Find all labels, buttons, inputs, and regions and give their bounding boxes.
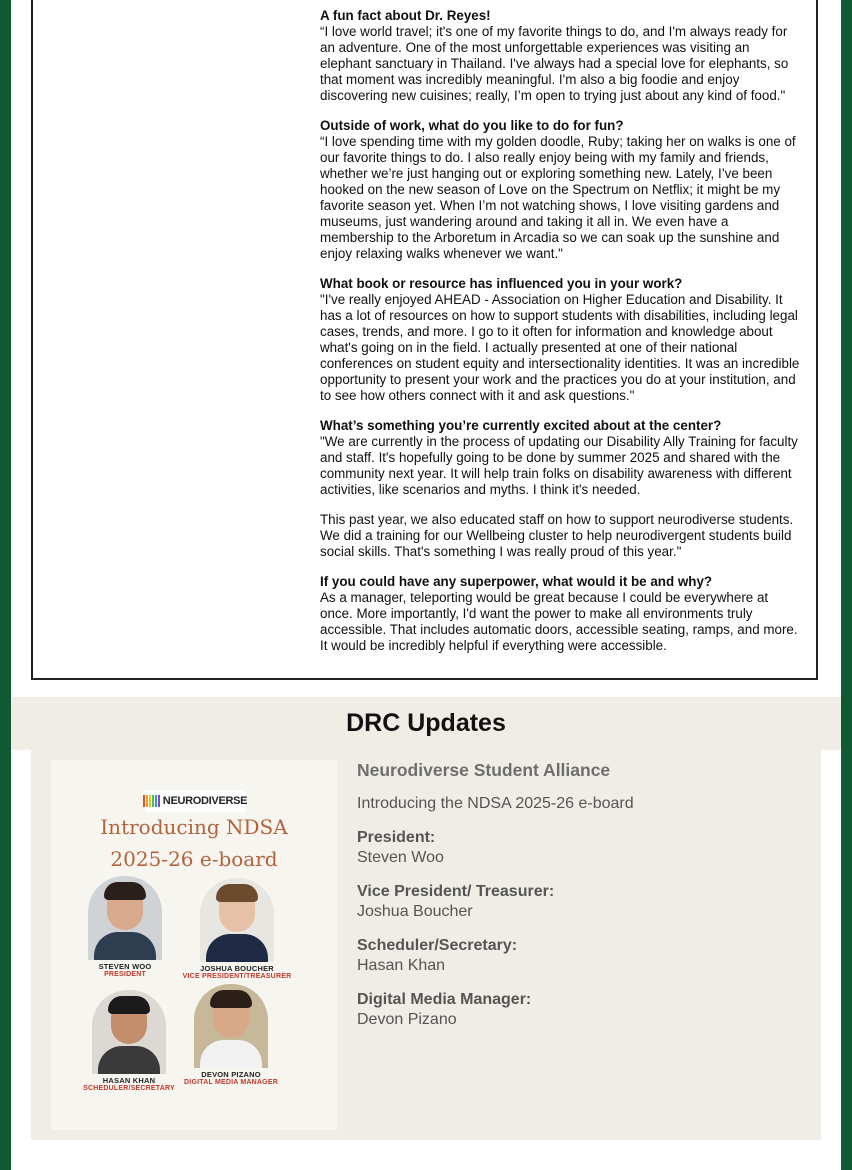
eboard-role: [357, 828, 797, 868]
eboard-role: [357, 936, 797, 976]
role-label: Digital Media Manager:: [357, 991, 532, 1008]
person-name: JOSHUA BOUCHER: [200, 964, 274, 973]
neurodiverse-logo: [145, 790, 248, 812]
flyer-subheadline: 2025-26 e-board: [110, 847, 278, 871]
person-photo: [194, 984, 268, 1068]
qa-answer: "We are currently in the process of updating our Disability Ally Training for faculty and staff. It's hopefully going to be done by summer 2025 and shared with the community next year. It will help train folks on disability awareness with different activities, like scenarios and myths. I think it's needed.: [320, 434, 798, 497]
qa-block: [320, 118, 802, 262]
qa-question: Outside of work, what do you like to do for fun?: [320, 118, 624, 133]
qa-question: If you could have any superpower, what would it be and why?: [320, 574, 713, 589]
qa-block: [320, 418, 802, 498]
logo-text: NEURODIVERSE: [162, 795, 248, 807]
person-name: DEVON PIZANO: [201, 1070, 261, 1079]
qa-answer: As a manager, teleporting would be great because I could be everywhere at once. More importantly, I'd want the power to make all environments truly accessible. That includes automatic doors, accessible seating, ramps, and more. It would be incredibly helpful if everything were accessible.: [320, 590, 798, 653]
update-intro: Introducing the NDSA 2025-26 e-board: [357, 795, 634, 812]
person-photo: [200, 878, 274, 962]
newsletter-page: [11, 0, 841, 1170]
update-card: [31, 750, 821, 1140]
role-label: Vice President/ Treasurer:: [357, 883, 555, 900]
qa-answer: “I love world travel; it's one of my favorite things to do, and I'm always ready for an adventure. One of the most unforgettable experiences was visiting an elephant sanctuary in Thailand. I've always had a special love for elephants, so that moment was incredibly meaningful. I'm also a big foodie and enjoy discovering new cuisines; really, I’m open to trying just about any kind of food.": [320, 24, 789, 103]
person-role: SCHEDULER/SECRETARY: [83, 1085, 175, 1092]
section-title: DRC Updates: [346, 709, 506, 737]
update-heading: Neurodiverse Student Alliance: [357, 760, 611, 780]
flyer-person: [171, 984, 291, 1086]
qa-answer: “I love spending time with my golden doodle, Ruby; taking her on walks is one of our favorite things to do. I also really enjoy being with my family and friends, whether we’re just hanging out or exploring something new. Lately, I’ve been hooked on the new season of Love on the Spectrum on Netflix; it might be my favorite season yet. When I’m not watching shows, I love visiting gardens and museums, just wandering around and taking it all in. We even have a membership to the Arboretum in Arcadia so we can soak up the sunshine and enjoy relaxing walks whenever we want.": [320, 134, 796, 261]
role-name: Joshua Boucher: [357, 903, 473, 920]
flyer-headline: Introducing NDSA: [100, 815, 288, 839]
person-role: PRESIDENT: [104, 971, 146, 978]
qa-question: A fun fact about Dr. Reyes!: [320, 8, 491, 23]
role-label: Scheduler/Secretary:: [357, 937, 518, 954]
qa-block: [320, 276, 802, 404]
flyer-person: [177, 878, 297, 980]
qa-extra-paragraph: This past year, we also educated staff on how to support neurodiverse students. We did a training for our Wellbeing cluster to help neurodivergent students build social skills. That's something I was really proud of this year.": [320, 512, 794, 559]
interview-column: [320, 8, 802, 668]
person-name: STEVEN WOO: [98, 962, 152, 971]
person-role: DIGITAL MEDIA MANAGER: [184, 1079, 278, 1086]
flyer-person: [65, 876, 185, 978]
qa-block: [320, 574, 802, 654]
person-role: VICE PRESIDENT/TREASURER: [182, 973, 292, 980]
person-photo: [92, 990, 166, 1074]
role-name: Steven Woo: [357, 849, 444, 866]
role-label: President:: [357, 829, 436, 846]
qa-question: What book or resource has influenced you in your work?: [320, 276, 683, 291]
interview-box: [31, 0, 818, 680]
ndsa-info: [357, 760, 797, 1044]
qa-answer: "I've really enjoyed AHEAD - Association on Higher Education and Disability. It has a lot of resources on how to support students with disabilities, including legal cases, trends, and more. I go to it often for information and knowledge about what's going on in the field. I actually presented at one of their national conferences on student equity and intersectionality identities. It was an incredible opportunity to present your work and the practices you do at your institution, and to see how others connect with it and ask questions.": [320, 292, 800, 403]
eboard-role: [357, 990, 797, 1030]
eboard-flyer-image: [51, 760, 337, 1130]
eboard-role: [357, 882, 797, 922]
person-photo: [88, 876, 162, 960]
qa-question: What’s something you’re currently excited about at the center?: [320, 418, 722, 433]
role-name: Hasan Khan: [357, 957, 446, 974]
person-name: HASAN KHAN: [102, 1076, 156, 1085]
role-name: Devon Pizano: [357, 1011, 457, 1028]
rainbow-bars-icon: [143, 795, 160, 807]
qa-block: [320, 8, 802, 104]
